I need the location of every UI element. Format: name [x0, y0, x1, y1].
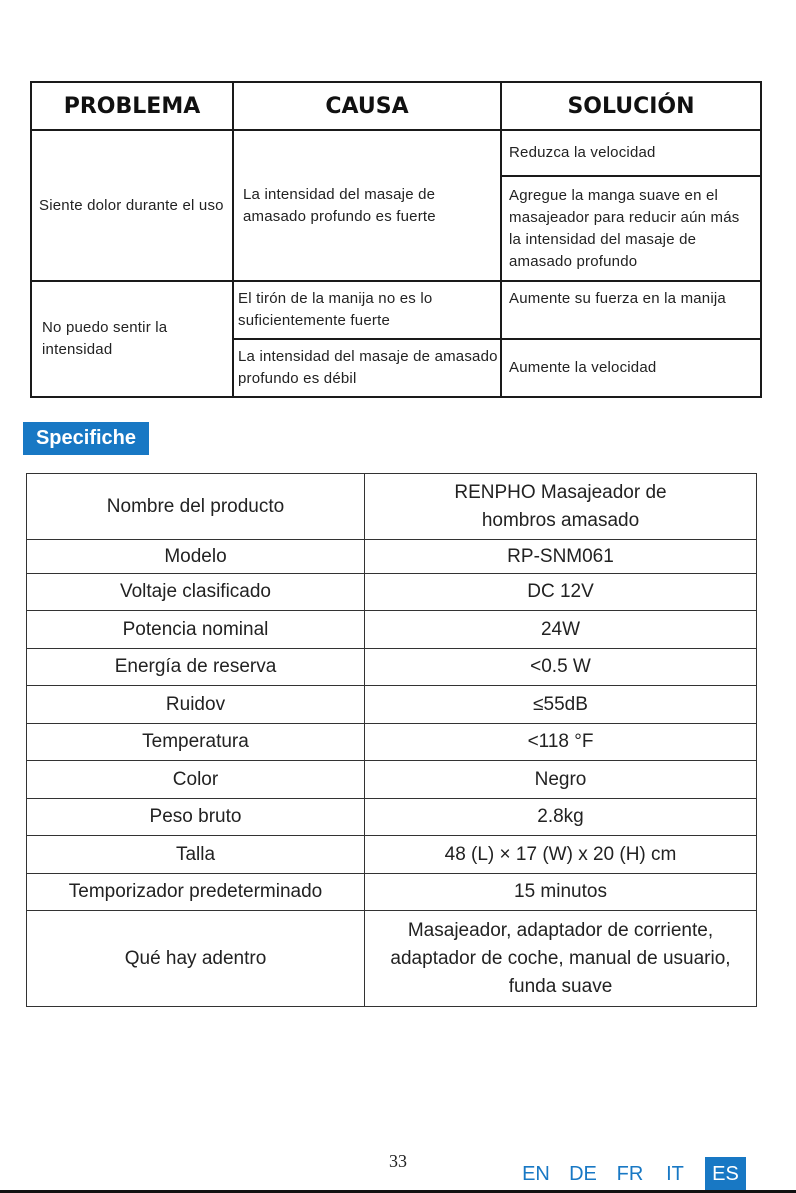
spec-label: Voltaje clasificado [27, 574, 365, 611]
problem-cell: No puedo sentir la intensidad [31, 281, 233, 397]
spec-value: RENPHO Masajeador de hombros amasado [365, 474, 757, 540]
table-row [27, 611, 757, 649]
table-row [27, 474, 757, 540]
lang-tab-de[interactable]: DE [569, 1163, 597, 1185]
problem-cell: Siente dolor durante el uso [31, 130, 233, 281]
cause-cell: El tirón de la manija no es lo suficientemente fuerte [233, 281, 501, 339]
spec-label: Qué hay adentro [27, 911, 365, 1007]
header-cause: CAUSA [233, 82, 501, 130]
spec-label: Peso bruto [27, 799, 365, 836]
troubleshooting-table [30, 81, 762, 398]
table-row [27, 574, 757, 611]
cause-cell: La intensidad del masaje de amasado profundo es débil [233, 339, 501, 397]
spec-label: Color [27, 761, 365, 799]
spec-label: Temperatura [27, 724, 365, 761]
table-row [27, 874, 757, 911]
lang-tab-es[interactable]: ES [705, 1157, 746, 1192]
table-row [27, 540, 757, 574]
table-row [27, 799, 757, 836]
table-row [27, 836, 757, 874]
spec-value: Masajeador, adaptador de corriente, adaptador de coche, manual de usuario, funda suave [365, 911, 757, 1007]
solution-cell: Aumente su fuerza en la manija [501, 281, 761, 339]
solution-cell: Agregue la manga suave en el masajeador para reducir aún más la intensidad del masaje de amasado profundo [501, 176, 761, 281]
cause-cell: La intensidad del masaje de amasado profundo es fuerte [233, 130, 501, 281]
table-row [27, 649, 757, 686]
spec-label: Talla [27, 836, 365, 874]
header-solution: SOLUCIÓN [501, 82, 761, 130]
spec-value: RP-SNM061 [365, 540, 757, 574]
lang-tab-it[interactable]: IT [666, 1163, 684, 1185]
spec-label: Nombre del producto [27, 474, 365, 540]
solution-cell: Reduzca la velocidad [501, 130, 761, 176]
table-row [27, 724, 757, 761]
table-row [27, 911, 757, 1007]
table-row [27, 686, 757, 724]
spec-label: Temporizador predeterminado [27, 874, 365, 911]
spec-value: 2.8kg [365, 799, 757, 836]
spec-value: Negro [365, 761, 757, 799]
specs-table [26, 473, 757, 1007]
page-number: 33 [389, 1151, 407, 1171]
lang-tab-en[interactable]: EN [522, 1163, 550, 1185]
spec-label: Energía de reserva [27, 649, 365, 686]
spec-label: Ruidov [27, 686, 365, 724]
spec-label: Potencia nominal [27, 611, 365, 649]
spec-value: 24W [365, 611, 757, 649]
table-row [27, 761, 757, 799]
spec-value: 15 minutos [365, 874, 757, 911]
header-problem: PROBLEMA [31, 82, 233, 130]
spec-value: 48 (L) × 17 (W) x 20 (H) cm [365, 836, 757, 874]
lang-tab-fr[interactable]: FR [616, 1163, 644, 1185]
spec-label: Modelo [27, 540, 365, 574]
specs-section-title: Specifiche [23, 422, 149, 455]
solution-cell: Aumente la velocidad [501, 339, 761, 397]
spec-value: ≤55dB [365, 686, 757, 724]
spec-value: <0.5 W [365, 649, 757, 686]
spec-value: DC 12V [365, 574, 757, 611]
spec-value: <118 °F [365, 724, 757, 761]
